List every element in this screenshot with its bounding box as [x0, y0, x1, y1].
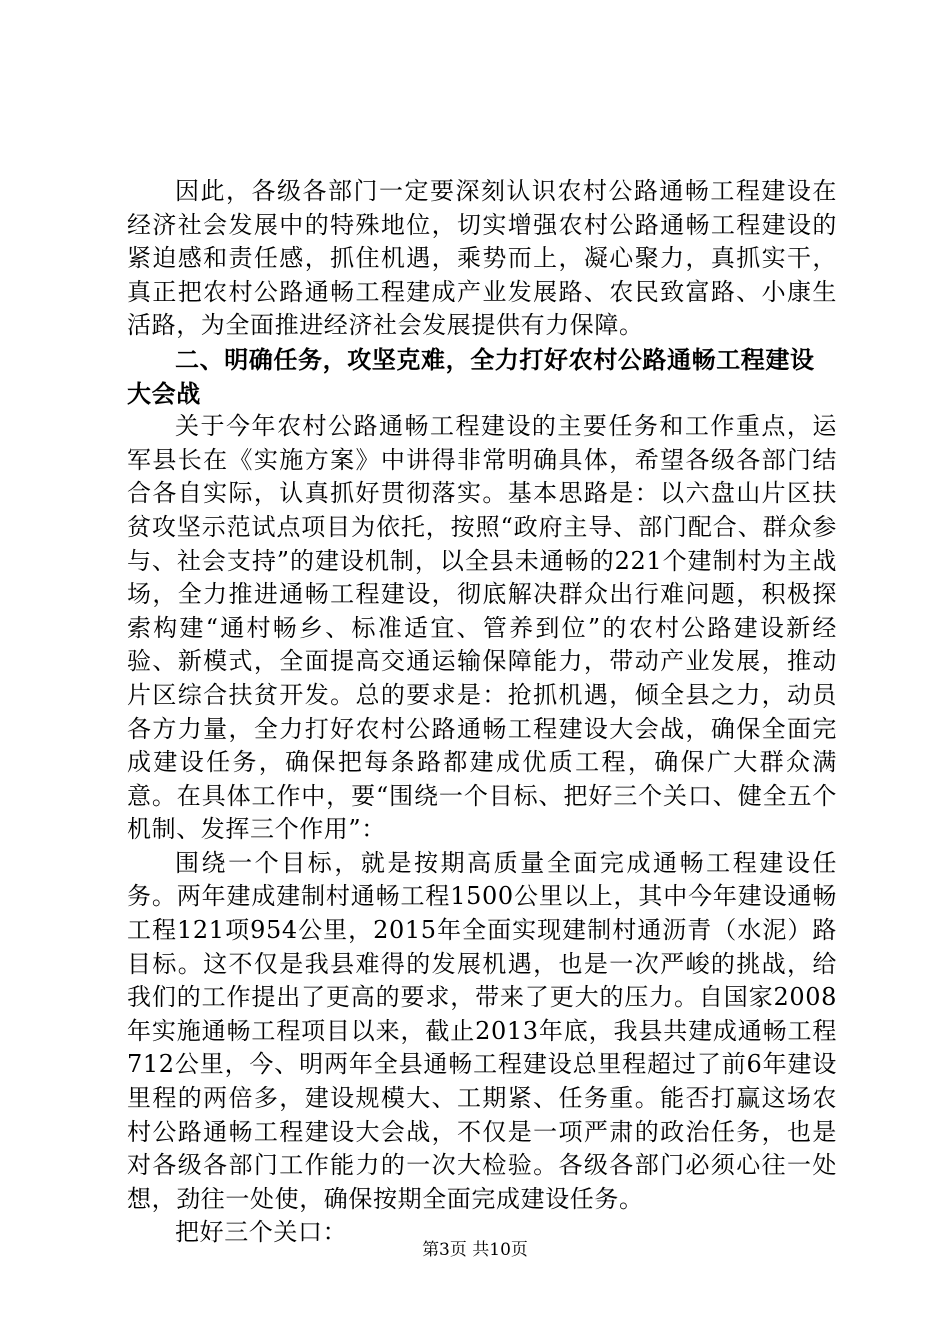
paragraph-conclusion: 因此，各级各部门一定要深刻认识农村公路通畅工程建设在经济社会发展中的特殊地位，切实增强农村公路通畅工程建设的紧迫感和责任感，抓住机遇，乘势而上，凝心聚力，真抓实干，真正把农村公路通畅工程建成产业发展路、农民致富路、小康生活路，为全面推进经济社会发展提供有力保障。 [127, 177, 837, 340]
paragraph-three-checkpoints: 把好三个关口： [175, 1218, 348, 1247]
page-footer: 第3页 共10页 [422, 1240, 528, 1260]
paragraph-main-tasks: 关于今年农村公路通畅工程建设的主要任务和工作重点，运军县长在《实施方案》中讲得非常明确具体，希望各级各部门结合各自实际，认真抓好贯彻落实。基本思路是：以六盘山片区扶贫攻坚示范试点项目为依托，按照“政府主导、部门配合、群众参与、社会支持”的建设机制，以全县未通畅的221个建制村为主战场，全力推进通畅工程建设，彻底解决群众出行难问题，积极探索构建“通村畅乡、标准适宜、管养到位”的农村公路建设新经验、新模式，全面提高交通运输保障能力，带动产业发展，推动片区综合扶贫开发。总的要求是：抢抓机遇，倾全县之力，动员各方力量，全力打好农村公路通畅工程建设大会战，确保全面完成建设任务，确保把每条路都建成优质工程，确保广大群众满意。在具体工作中，要“围绕一个目标、把好三个关口、健全五个机制、发挥三个作用”： [127, 412, 837, 844]
paragraph-one-goal: 围绕一个目标，就是按期高质量全面完成通畅工程建设任务。两年建成建制村通畅工程1500公里以上，其中今年建设通畅工程121项954公里，2015年全面实现建制村通沥青（水泥）路目标。这不仅是我县难得的发展机遇，也是一次严峻的挑战，给我们的工作提出了更高的要求，带来了更大的压力。自国家2008年实施通畅工程项目以来，截止2013年底，我县共建成通畅工程712公里，今、明两年全县通畅工程建设总里程超过了前6年建设里程的两倍多，建设规模大、工期紧、任务重。能否打赢这场农村公路通畅工程建设大会战，不仅是一项严肃的政治任务，也是对各级各部门工作能力的一次大检验。各级各部门必须心往一处想，劲往一处使，确保按期全面完成建设任务。 [127, 848, 837, 1213]
section-heading-2: 二、明确任务，攻坚克难，全力打好农村公路通畅工程建设大会战 [127, 344, 815, 408]
document-body [127, 175, 837, 1250]
